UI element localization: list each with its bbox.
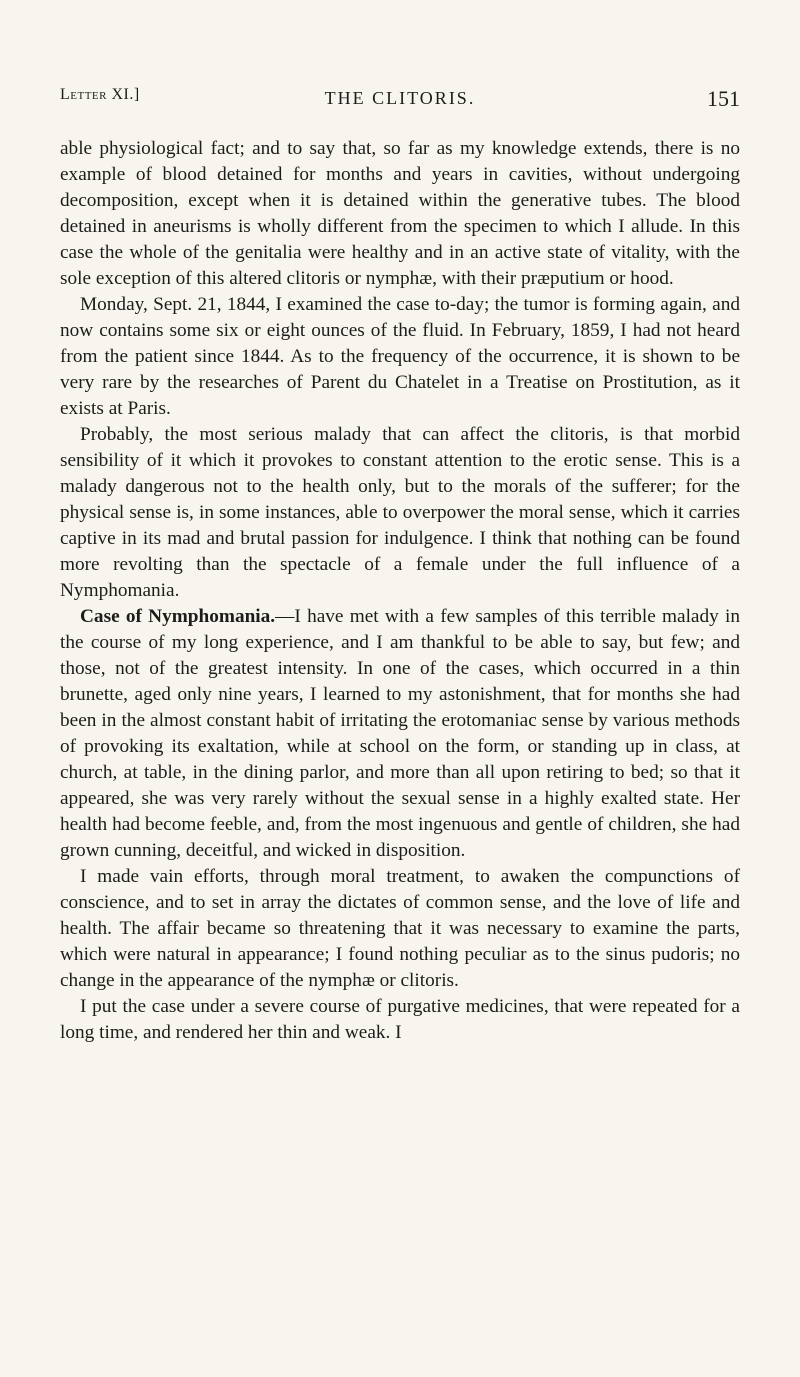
paragraph-1 (60, 136, 740, 292)
case-heading: Case of Nymphomania. (80, 606, 276, 627)
paragraph-6 (60, 994, 740, 1046)
paragraph-5 (60, 864, 740, 994)
paragraph-text: I put the case under a severe course of purgative medicines, that were repeated for a long time, and rendered her thin and weak. I (60, 996, 740, 1043)
paragraph-3 (60, 422, 740, 604)
paragraph-text: Probably, the most serious malady that can affect the clitoris, is that morbid sensibility of it which it provokes to constant attention to the erotic sense. This is a malady dangerous not to the health only, but to the morals of the sufferer; for the physical sense is, in some instances, able to overpower the moral sense, which it carries captive in its mad and brutal passion for indulgence. I think that nothing can be found more revolting than the spectacle of a female under the full influence of a Nymphomania. (60, 424, 740, 601)
paragraph-4 (60, 604, 740, 864)
paragraph-2 (60, 292, 740, 422)
page-number: 151 (707, 86, 740, 111)
running-header (60, 86, 740, 116)
body-text (60, 136, 740, 1046)
paragraph-text: —I have met with a few samples of this terrible malady in the course of my long experience, and I am thankful to be able to say, but few; and those, not of the greatest intensity. In one of the cases, which occurred in a thin brunette, aged only nine years, I learned to my astonishment, that for months she had been in the almost constant habit of irritating the erotomaniac sense by various methods of provoking its exaltation, while at school on the form, or standing up in class, at church, at table, in the dining parlor, and more than all upon retiring to bed; so that it appeared, she was very rarely without the sexual sense in a highly exalted state. Her health had become feeble, and, from the most ingenuous and gentle of children, she had grown cunning, deceitful, and wicked in disposition. (60, 606, 740, 861)
paragraph-text: I made vain efforts, through moral treatment, to awaken the compunctions of conscience, and to set in array the dictates of common sense, and the love of life and health. The affair became so threatening that it was necessary to examine the parts, which were natural in appearance; I found nothing peculiar as to the sinus pudoris; no change in the appearance of the nymphæ or clitoris. (60, 866, 740, 991)
paragraph-text: able physiological fact; and to say that, so far as my knowledge extends, there is no example of blood detained for months and years in cavities, without undergoing decomposition, except when it is detained within the generative tubes. The blood detained in aneurisms is wholly different from the specimen to which I allude. In this case the whole of the genitalia were healthy and in an active state of vitality, with the sole exception of this altered clitoris or nymphæ, with their præputium or hood. (60, 138, 740, 289)
running-title: THE CLITORIS. (324, 88, 476, 108)
chapter-reference: Letter XI.] (60, 86, 140, 103)
paragraph-text: Monday, Sept. 21, 1844, I examined the case to-day; the tumor is forming again, and now contains some six or eight ounces of the fluid. In February, 1859, I had not heard from the patient since 1844. As to the frequency of the occurrence, it is shown to be very rare by the researches of Parent du Chatelet in a Treatise on Prostitution, as it exists at Paris. (60, 294, 740, 419)
